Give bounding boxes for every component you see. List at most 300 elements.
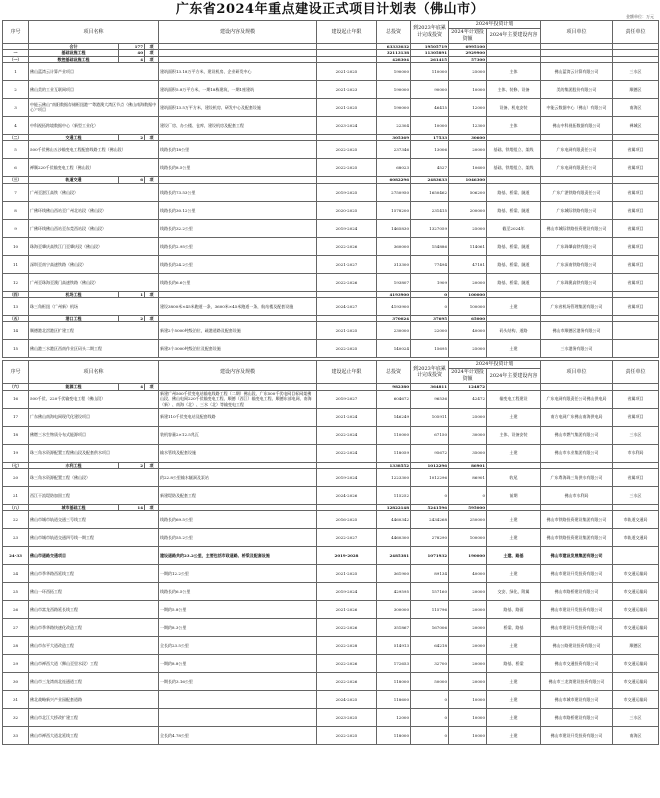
project-row xyxy=(3,691,659,709)
cell-unit: 佛山市路桥建设有限公司 xyxy=(541,583,613,601)
cell-plan-content: 土建 xyxy=(487,673,541,691)
cell-name: 珠海至肇庆高铁江门至肇庆段（佛山段） xyxy=(29,237,159,255)
cell-period: 2022-2026 xyxy=(317,237,377,255)
project-row xyxy=(3,98,659,116)
header-owner: 责任单位 xyxy=(613,21,659,44)
cell-count: 2 xyxy=(119,316,145,322)
cell-total: 230000 xyxy=(377,322,411,340)
cell-no: 28 xyxy=(3,637,29,655)
cell-unit: 广东城际铁路有限公司 xyxy=(541,201,613,219)
cell-plan-amount: 30600 xyxy=(449,134,487,140)
cell-period: 2022-2025 xyxy=(317,727,377,745)
cell-count: 177 xyxy=(119,43,145,49)
cell-plan-amount: 10600 xyxy=(449,159,487,177)
cell-plan-amount: 250000 xyxy=(449,511,487,529)
cell-count: 40 xyxy=(119,50,145,56)
cell-owner: 市交通运输局 xyxy=(613,655,659,673)
project-row xyxy=(3,619,659,637)
cell-done: 0 xyxy=(411,298,449,316)
cell-name: 机场工程 xyxy=(29,291,119,297)
cell-no: 11 xyxy=(3,255,29,273)
cell-plan-amount: 10000 xyxy=(449,691,487,709)
cell-unit: 佛山市建设发展集团有限公司 xyxy=(541,547,613,565)
cell-name: 中科视拓跨境数据中心（新型工业化） xyxy=(29,116,159,134)
cell-total: 982380 xyxy=(377,384,411,390)
cell-period: 2023-2025 xyxy=(317,709,377,727)
cell-total: 1338552 xyxy=(377,462,411,468)
cell-plan-amount: 42472 xyxy=(449,390,487,408)
cell-unit: 广东电网有限责任公司佛山供电局 xyxy=(541,390,613,408)
cell-content: 一期约8.3公里 xyxy=(159,619,317,637)
cell-owner: 市轨道交通局 xyxy=(613,511,659,529)
cell-period: 2019-2027 xyxy=(317,390,377,408)
cell-owner: 南海区 xyxy=(613,727,659,745)
group-row xyxy=(3,547,659,565)
cell-name: 佛山市北江大桥改扩建工程 xyxy=(29,709,159,727)
cell-name: 能源工程 xyxy=(29,384,119,390)
cell-no: （八） xyxy=(3,505,29,511)
cell-name: 佛山市城市轨道交通四号线一期工程 xyxy=(29,529,159,547)
cell-name: 500千伏佛山五沙输变电工程配套线路工程（佛山段） xyxy=(29,141,159,159)
cell-total: 361900 xyxy=(377,565,411,583)
cell-period: 2021-2027 xyxy=(317,255,377,273)
cell-total: 370024 xyxy=(377,316,411,322)
cell-plan-content: 主体 xyxy=(487,116,541,134)
cell-plan-amount: 25000 xyxy=(449,219,487,237)
cell-plan-amount: 10000 xyxy=(449,80,487,98)
project-row xyxy=(3,201,659,219)
cell-name: 佛北战略新兴产业园配套道路 xyxy=(29,691,159,709)
cell-period: 2022-2028 xyxy=(317,637,377,655)
cell-owner xyxy=(613,322,659,340)
cell-plan-amount: 25000 xyxy=(449,408,487,426)
cell-done: 15695 xyxy=(411,340,449,358)
cell-count-unit: 项 xyxy=(145,384,159,390)
cell-owner: 三水区 xyxy=(613,426,659,444)
cell-period: 2021-2026 xyxy=(317,601,377,619)
project-row xyxy=(3,183,659,201)
cell-period: 2022-2027 xyxy=(317,529,377,547)
cell-plan-content: 路基、桥梁 xyxy=(487,655,541,673)
cell-total: 12000 xyxy=(377,709,411,727)
cell-done: 50000 xyxy=(411,673,449,691)
cell-plan-content: 基础、铁塔组立、架线 xyxy=(487,159,541,177)
cell-no: 17 xyxy=(3,408,29,426)
project-row xyxy=(3,298,659,316)
cell-no: （四） xyxy=(3,291,29,297)
cell-plan-amount: 86901 xyxy=(449,469,487,487)
cell-done: 0 xyxy=(411,709,449,727)
cell-plan-content: 截至2024年 xyxy=(487,219,541,237)
cell-plan-amount: 20000 xyxy=(449,655,487,673)
cell-done: 89134 xyxy=(411,565,449,583)
cell-unit: 佛山市顺德区港务有限公司 xyxy=(541,322,613,340)
cell-plan-content: 土建 xyxy=(487,444,541,462)
cell-no: 22 xyxy=(3,511,29,529)
cell-period: 2022-2025 xyxy=(317,141,377,159)
project-row xyxy=(3,709,659,727)
project-row xyxy=(3,426,659,444)
project-row xyxy=(3,565,659,583)
cell-plan-amount: 20000 xyxy=(449,601,487,619)
cell-owner: 市交通运输局 xyxy=(613,601,659,619)
cell-plan-amount: 124872 xyxy=(449,384,487,390)
cell-no: 30 xyxy=(3,673,29,691)
cell-done: 32700 xyxy=(411,655,449,673)
cell-no: （一） xyxy=(3,56,29,62)
header-plan-amount: 2024年计划投资额 xyxy=(449,369,487,384)
cell-plan-amount: 100000 xyxy=(449,529,487,547)
cell-plan-content: 土建 xyxy=(487,727,541,745)
cell-done: 90000 xyxy=(411,80,449,98)
cell-unit: 佛山市建设开发投资有限公司 xyxy=(541,601,613,619)
cell-total: 237346 xyxy=(377,141,411,159)
cell-no: 3 xyxy=(3,98,29,116)
cell-period: 2024-2025 xyxy=(317,691,377,709)
cell-name: 禅顺220千伏输变电工程（佛山段） xyxy=(29,159,159,177)
cell-done: 1012296 xyxy=(411,469,449,487)
cell-no: 21 xyxy=(3,487,29,505)
table-header xyxy=(3,21,659,44)
cell-plan-amount: 506200 xyxy=(449,183,487,201)
cell-done: 11305891 xyxy=(411,50,449,56)
cell-done: 364811 xyxy=(411,384,449,390)
cell-total: 428304 xyxy=(377,56,411,62)
cell-count: 2 xyxy=(119,462,145,468)
cell-done: 110000 xyxy=(411,62,449,80)
cell-count-unit: 项 xyxy=(145,134,159,140)
cell-plan-amount: 12000 xyxy=(449,98,487,116)
project-row xyxy=(3,80,659,98)
cell-name: 港口工程 xyxy=(29,316,119,322)
cell-done: 77494 xyxy=(411,255,449,273)
cell-total: 4193900 xyxy=(377,291,411,297)
cell-total: 305369 xyxy=(377,134,411,140)
cell-plan-content: 土建 xyxy=(487,637,541,655)
cell-done: 167006 xyxy=(411,619,449,637)
cell-name: 佛山美的工业互联网项目 xyxy=(29,80,159,98)
cell-done: 278290 xyxy=(411,529,449,547)
cell-content: 建筑面积13.5万平方米，建设机房、研发中心及配套设施 xyxy=(159,98,317,116)
project-row xyxy=(3,601,659,619)
header-done: 到2023年底累计完成投资 xyxy=(411,361,449,384)
cell-done: 0 xyxy=(411,487,449,505)
cell-name: 珠三角枢纽（广州新）机场 xyxy=(29,298,159,316)
cell-done: 64218 xyxy=(411,637,449,655)
cell-name: 水利工程 xyxy=(29,462,119,468)
project-row xyxy=(3,583,659,601)
cell-owner: 省属项目 xyxy=(613,273,659,291)
cell-total: 351867 xyxy=(377,619,411,637)
project-row xyxy=(3,655,659,673)
cell-total: 68023 xyxy=(377,159,411,177)
cell-plan-amount: 86901 xyxy=(449,462,487,468)
cell-done: 22000 xyxy=(411,322,449,340)
cell-plan-amount: 190000 xyxy=(449,547,487,565)
cell-plan-amount: 1046300 xyxy=(449,177,487,183)
cell-owner: 市水利局 xyxy=(613,444,659,462)
cell-done: 2483633 xyxy=(411,177,449,183)
cell-period: 2021-2023 xyxy=(317,80,377,98)
cell-no: （三） xyxy=(3,177,29,183)
cell-period: 2022-2026 xyxy=(317,273,377,291)
cell-period: 2021-2025 xyxy=(317,322,377,340)
cell-name: 城市基础工程 xyxy=(29,505,119,511)
header-plan-content: 2024年主要建设内容 xyxy=(487,369,541,384)
cell-period: 2019-2025 xyxy=(317,183,377,201)
cell-plan-amount: 30000 xyxy=(449,426,487,444)
cell-owner: 省属项目 xyxy=(613,255,659,273)
cell-plan-amount: 10000 xyxy=(449,727,487,745)
project-row xyxy=(3,116,659,134)
header-no: 序号 xyxy=(3,21,29,44)
cell-plan-amount: 57300 xyxy=(449,56,487,62)
cell-no: 8 xyxy=(3,201,29,219)
cell-owner: 市交通运输局 xyxy=(613,673,659,691)
cell-no: 23 xyxy=(3,529,29,547)
cell-content: 建筑面积13.18万平方米，建设机房、企业研发中心 xyxy=(159,62,317,80)
cell-total: 360000 xyxy=(377,237,411,255)
cell-name: 佛山港三水港区西南作业区码头二期工程 xyxy=(29,340,159,358)
project-row xyxy=(3,141,659,159)
cell-content: 建设道路共约23.2公里，主要包括市政道路、桥梁及配套设施 xyxy=(159,547,317,565)
cell-count-unit: 项 xyxy=(145,291,159,297)
cell-name: 中能云佛山“南阳数据存储枢纽港”“粤港澳大湾区节点（佛山南海数据中心）”项目 xyxy=(29,98,159,116)
cell-period: 2022-2024 xyxy=(317,426,377,444)
cell-unit: 佛山市建设开发投资有限公司 xyxy=(541,565,613,583)
cell-name: 广佛环线佛山西站至东莞西站段（佛山段） xyxy=(29,219,159,237)
cell-period: 2022-2026 xyxy=(317,655,377,673)
cell-plan-amount: 20000 xyxy=(449,673,487,691)
cell-done: 5241596 xyxy=(411,505,449,511)
cell-unit: 广东广湛铁路有限责任公司 xyxy=(541,183,613,201)
cell-done: 13006 xyxy=(411,141,449,159)
cell-plan-content: 主体、设备安装 xyxy=(487,426,541,444)
cell-name: 佛山市禅西大道北延线工程 xyxy=(29,727,159,745)
cell-period: 2024-2027 xyxy=(317,298,377,316)
cell-content: 线路长约18公里 xyxy=(159,141,317,159)
cell-done: 67150 xyxy=(411,426,449,444)
header-content: 建设内容及规模 xyxy=(159,361,317,384)
cell-total: 1465830 xyxy=(377,219,411,237)
cell-content: 全长约23.5公里 xyxy=(159,637,317,655)
cell-content: 新建3个3000吨级泊位及配套设施 xyxy=(159,340,317,358)
cell-unit: 广东电网有限责任公司 xyxy=(541,141,613,159)
cell-done: 0 xyxy=(411,691,449,709)
cell-owner: 三水区 xyxy=(613,487,659,505)
cell-done: 96536 xyxy=(411,390,449,408)
cell-name: 基础设施工程 xyxy=(29,50,119,56)
cell-unit: 三水港务有限公司 xyxy=(541,340,613,358)
cell-content: 线路长约6.6公里 xyxy=(159,273,317,291)
cell-done: 0 xyxy=(411,291,449,297)
project-row xyxy=(3,62,659,80)
cell-content: 约22.8公里输水隧洞及泵站 xyxy=(159,469,317,487)
cell-no: （五） xyxy=(3,316,29,322)
cell-count-unit: 项 xyxy=(145,177,159,183)
cell-plan-amount: 40000 xyxy=(449,322,487,340)
cell-name: 佛燃三水生物质分布式能源项目 xyxy=(29,426,159,444)
cell-done: 0 xyxy=(411,727,449,745)
cell-name: 500千伏、220千伏输变电工程（佛山段） xyxy=(29,390,159,408)
cell-owner: 顺德区 xyxy=(613,80,659,98)
cell-unit: 广东珠澳高铁有限公司 xyxy=(541,273,613,291)
cell-period: 2022-2024 xyxy=(317,444,377,462)
cell-name: 佛山市禅西大道（狮山至里水段）工程 xyxy=(29,655,159,673)
cell-unit: 广东粤海珠三角供水有限公司 xyxy=(541,469,613,487)
header-name: 项目名称 xyxy=(29,21,159,44)
header-plan-amount: 2024年计划投资额 xyxy=(449,28,487,43)
cell-total: 140024 xyxy=(377,340,411,358)
cell-unit: 佛山中科视拓数据有限公司 xyxy=(541,116,613,134)
cell-done: 10000 xyxy=(411,116,449,134)
cell-done: 1327059 xyxy=(411,219,449,237)
cell-total: 313300 xyxy=(377,255,411,273)
cell-plan-content: 前期 xyxy=(487,487,541,505)
cell-unit: 佛山市三龙湾建设投资有限公司 xyxy=(541,673,613,691)
cell-unit: 广东电网有限责任公司 xyxy=(541,159,613,177)
cell-plan-content: 交安、绿化、附属 xyxy=(487,583,541,601)
cell-content: 一期约12.2公里 xyxy=(159,565,317,583)
cell-plan-amount: 114061 xyxy=(449,237,487,255)
cell-plan-content: 设备、机电安装 xyxy=(487,98,541,116)
cell-no: （六） xyxy=(3,384,29,390)
cell-total: 118000 xyxy=(377,727,411,745)
cell-plan-amount: 200000 xyxy=(449,201,487,219)
cell-plan-amount: 20000 xyxy=(449,637,487,655)
project-row xyxy=(3,322,659,340)
header-plan-content: 2024年主要建设内容 xyxy=(487,28,541,43)
cell-unit: 美的集团股份有限公司 xyxy=(541,80,613,98)
cell-unit: 佛山市水利局 xyxy=(541,487,613,505)
cell-no: 6 xyxy=(3,159,29,177)
cell-unit: 佛山市燃气集团有限公司 xyxy=(541,426,613,444)
project-row xyxy=(3,529,659,547)
cell-no: 18 xyxy=(3,426,29,444)
cell-name: 广州至湛江高铁（佛山段） xyxy=(29,183,159,201)
cell-plan-content: 码头结构、道路 xyxy=(487,322,541,340)
cell-done: 4527 xyxy=(411,159,449,177)
project-row xyxy=(3,408,659,426)
cell-owner: 省属项目 xyxy=(613,469,659,487)
cell-period: 2019-2024 xyxy=(317,583,377,601)
cell-content: 线路长约55.2公里 xyxy=(159,529,317,547)
header-unit: 项目单位 xyxy=(541,21,613,44)
project-row xyxy=(3,511,659,529)
cell-owner: 三水区 xyxy=(613,709,659,727)
cell-done: 2434268 xyxy=(411,511,449,529)
cell-name: 广州至珠海至澳门高速铁路（佛山段） xyxy=(29,273,159,291)
cell-unit: 中能云数据中心（佛山）有限公司 xyxy=(541,98,613,116)
cell-total: 12822148 xyxy=(377,505,411,511)
cell-no: 7 xyxy=(3,183,29,201)
header-owner: 责任单位 xyxy=(613,361,659,384)
header-done: 到2023年底累计完成投资 xyxy=(411,21,449,44)
cell-done: 1650462 xyxy=(411,183,449,201)
cell-name: 佛山市季华路快速化改造工程 xyxy=(29,619,159,637)
cell-done: 46415 xyxy=(411,98,449,116)
cell-total: 63333032 xyxy=(377,43,411,49)
cell-unit: 佛山市城市建设有限公司 xyxy=(541,691,613,709)
cell-content: 新建2个5000吨级泊位，疏港道路及配套设施 xyxy=(159,322,317,340)
cell-no: 24 xyxy=(3,565,29,583)
cell-plan-amount: 12300 xyxy=(449,116,487,134)
cell-plan-amount: 595000 xyxy=(449,505,487,511)
cell-total: 172653 xyxy=(377,655,411,673)
cell-total: 110000 xyxy=(377,426,411,444)
unit-label: 金额单位：万元 xyxy=(626,14,654,19)
cell-content: 建筑面积5.8万平方米，一期18栋建筑，一期1座建筑 xyxy=(159,80,317,98)
cell-plan-content: 路基、路面 xyxy=(487,601,541,619)
cell-name: 广东佛山南海电网现代化建设项目 xyxy=(29,408,159,426)
cell-plan-content: 土建 xyxy=(487,340,541,358)
cell-count: 14 xyxy=(119,505,145,511)
cell-name: 珠三角水资源配置工程（佛山段） xyxy=(29,469,159,487)
cell-total: 22304 xyxy=(377,116,411,134)
header-no: 序号 xyxy=(3,361,29,384)
cell-name: 佛山一环西拓工程 xyxy=(29,583,159,601)
cell-no: 16 xyxy=(3,390,29,408)
cell-content: 线路长约24.2公里 xyxy=(159,255,317,273)
header-total: 总投资 xyxy=(377,21,411,44)
cell-content: 线路长约2.95公里 xyxy=(159,237,317,255)
cell-unit: 广东珠肇高铁有限公司 xyxy=(541,237,613,255)
cell-plan-content: 路基、桥梁、隧道 xyxy=(487,237,541,255)
cell-no: 9 xyxy=(3,219,29,237)
cell-content: 线路长约30.12公里 xyxy=(159,201,317,219)
cell-owner: 禅城区 xyxy=(613,116,659,134)
cell-count-unit: 项 xyxy=(145,56,159,62)
cell-count-unit: 项 xyxy=(145,316,159,322)
cell-name: 数控基础设施工程 xyxy=(29,56,119,62)
project-row xyxy=(3,444,659,462)
cell-name: 佛山蓝湾云计算产业项目 xyxy=(29,62,159,80)
cell-count-unit: 项 xyxy=(145,505,159,511)
cell-no: 10 xyxy=(3,237,29,255)
cell-plan-content: 土建 xyxy=(487,691,541,709)
cell-unit: 佛山公路建设投资有限公司 xyxy=(541,637,613,655)
cell-owner: 省属项目 xyxy=(613,159,659,177)
cell-no: 19 xyxy=(3,444,29,462)
cell-content xyxy=(159,691,317,709)
cell-period: 2019-2028 xyxy=(317,547,377,565)
cell-done: 37695 xyxy=(411,316,449,322)
cell-name: 佛山市道路交通项目 xyxy=(29,547,159,565)
cell-owner: 市交通运输局 xyxy=(613,583,659,601)
cell-period: 2019-2024 xyxy=(317,469,377,487)
cell-unit: 佛山市路桥建设有限公司 xyxy=(541,709,613,727)
cell-no: 32 xyxy=(3,709,29,727)
cell-name: 佛山市城市轨道交通三号线工程 xyxy=(29,511,159,529)
project-row xyxy=(3,255,659,273)
cell-content: 全长约4.78公里 xyxy=(159,727,317,745)
cell-owner: 南海区 xyxy=(613,98,659,116)
cell-no: 25 xyxy=(3,583,29,601)
cell-total: 32113138 xyxy=(377,50,411,56)
cell-no: 12 xyxy=(3,273,29,291)
cell-total: 4460300 xyxy=(377,529,411,547)
header-total: 总投资 xyxy=(377,361,411,384)
cell-content: 新建堤防及配套工程 xyxy=(159,487,317,505)
cell-plan-content: 路基、桥梁、隧道 xyxy=(487,273,541,291)
cell-total: 118600 xyxy=(377,691,411,709)
cell-total: 118000 xyxy=(377,673,411,691)
cell-name: 佛山市季华路西延线工程 xyxy=(29,565,159,583)
cell-plan-content: 主体、装修、设备 xyxy=(487,80,541,98)
cell-unit: 广东深南铁路有限公司 xyxy=(541,255,613,273)
project-row xyxy=(3,673,659,691)
cell-unit: 佛山市铁路投资建设集团有限公司 xyxy=(541,511,613,529)
